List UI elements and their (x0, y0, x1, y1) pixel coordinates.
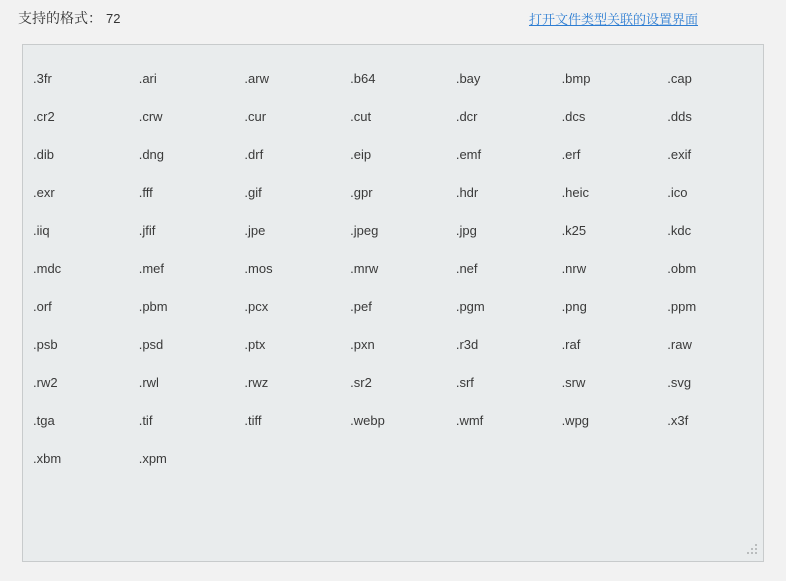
format-item[interactable] (340, 135, 446, 173)
format-item[interactable] (552, 211, 658, 249)
format-label: .rw2 (33, 374, 58, 390)
format-label: .ppm (667, 298, 697, 314)
format-label: .tga (33, 412, 55, 428)
format-item[interactable] (23, 363, 129, 401)
format-label: .dng (138, 146, 165, 162)
format-item[interactable] (129, 363, 235, 401)
format-item[interactable] (446, 401, 552, 439)
format-label: .raf (561, 336, 581, 352)
format-label: .pcx (244, 298, 269, 314)
format-item[interactable] (23, 439, 129, 477)
format-item[interactable] (657, 401, 763, 439)
format-item[interactable] (234, 211, 340, 249)
format-label: .rwl (138, 374, 159, 390)
format-label: .mef (138, 260, 164, 276)
format-label: .tiff (244, 412, 262, 428)
format-label: .orf (33, 298, 52, 314)
format-item[interactable] (657, 211, 763, 249)
format-label: .pef (350, 298, 372, 314)
format-label: .3fr (33, 70, 52, 86)
format-label: .emf (455, 146, 482, 162)
format-label: .sr2 (350, 374, 372, 390)
format-label: .cap (667, 70, 692, 86)
format-label: .xbm (33, 450, 62, 466)
format-item[interactable] (657, 135, 763, 173)
format-item[interactable] (340, 249, 446, 287)
format-item[interactable] (234, 401, 340, 439)
format-item[interactable] (552, 287, 658, 325)
format-item[interactable] (23, 325, 129, 363)
format-label: .bay (455, 70, 481, 86)
format-item[interactable] (340, 173, 446, 211)
format-item[interactable] (23, 135, 129, 173)
format-label: .wpg (561, 412, 590, 428)
format-item[interactable] (552, 401, 658, 439)
format-label: .eip (350, 146, 372, 162)
format-item[interactable] (657, 325, 763, 363)
format-label: .crw (138, 108, 163, 124)
format-label: .pxn (350, 336, 375, 352)
format-label: .xpm (138, 450, 167, 466)
format-item[interactable] (129, 249, 235, 287)
format-item[interactable] (129, 439, 235, 477)
format-item[interactable] (657, 173, 763, 211)
format-item[interactable] (129, 59, 235, 97)
format-item[interactable] (552, 59, 658, 97)
format-item[interactable] (234, 249, 340, 287)
format-item[interactable] (657, 249, 763, 287)
formats-panel (22, 44, 764, 562)
format-label: .gpr (350, 184, 373, 200)
format-label: .jpe (244, 222, 266, 238)
format-item[interactable] (552, 325, 658, 363)
format-label: .psd (138, 336, 164, 352)
format-label: .rwz (244, 374, 269, 390)
formats-grid (23, 45, 763, 477)
format-label: .r3d (455, 336, 479, 352)
format-label: .nef (455, 260, 478, 276)
format-label: .erf (561, 146, 581, 162)
format-item[interactable] (340, 287, 446, 325)
format-item[interactable] (129, 97, 235, 135)
format-item[interactable] (446, 325, 552, 363)
format-label: .dcr (455, 108, 478, 124)
format-item[interactable] (23, 249, 129, 287)
format-item[interactable] (23, 97, 129, 135)
format-item[interactable] (129, 135, 235, 173)
format-label: .fff (138, 184, 153, 200)
format-label: .k25 (561, 222, 587, 238)
format-label: .cur (244, 108, 267, 124)
format-item[interactable] (234, 97, 340, 135)
format-label: .jpg (455, 222, 477, 238)
format-label: .b64 (350, 70, 376, 86)
format-label: .exr (33, 184, 55, 200)
format-label: .srf (455, 374, 474, 390)
format-item[interactable] (234, 363, 340, 401)
format-label: .psb (33, 336, 58, 352)
format-label: .wmf (455, 412, 484, 428)
format-label: .bmp (561, 70, 591, 86)
format-item[interactable] (129, 287, 235, 325)
open-file-association-settings-link[interactable]: 打开文件类型关联的设置界面 (528, 11, 698, 27)
format-label: .hdr (455, 184, 479, 200)
supported-formats-label: 支持的格式： (18, 10, 102, 26)
format-label: .png (561, 298, 587, 314)
format-label: .cr2 (33, 108, 55, 124)
format-item[interactable] (129, 325, 235, 363)
format-label: .cut (350, 108, 372, 124)
format-item[interactable] (340, 325, 446, 363)
supported-formats-count: 72 (106, 11, 121, 26)
format-item[interactable] (446, 135, 552, 173)
format-item[interactable] (446, 59, 552, 97)
format-item[interactable] (234, 173, 340, 211)
format-label: .ptx (244, 336, 266, 352)
format-item[interactable] (340, 59, 446, 97)
window-header (0, 0, 786, 36)
format-label: .obm (667, 260, 697, 276)
format-item[interactable] (657, 287, 763, 325)
format-item[interactable] (234, 325, 340, 363)
format-label: .iiq (33, 222, 50, 238)
format-label: .mdc (33, 260, 62, 276)
format-item[interactable] (234, 287, 340, 325)
format-label: .pgm (455, 298, 485, 314)
format-label: .svg (667, 374, 692, 390)
format-label: .heic (561, 184, 590, 200)
format-item[interactable] (552, 363, 658, 401)
format-item[interactable] (340, 97, 446, 135)
format-item[interactable] (234, 135, 340, 173)
format-label: .srw (561, 374, 586, 390)
format-label: .mrw (350, 260, 379, 276)
formats-count-group (18, 8, 120, 28)
format-label: .jfif (138, 222, 156, 238)
format-label: .ari (138, 70, 157, 86)
format-item[interactable] (657, 363, 763, 401)
format-item[interactable] (552, 249, 658, 287)
format-item[interactable] (23, 401, 129, 439)
format-item[interactable] (23, 59, 129, 97)
format-label: .dcs (561, 108, 586, 124)
format-item[interactable] (23, 211, 129, 249)
format-item[interactable] (446, 211, 552, 249)
resize-grip-icon (745, 544, 759, 558)
format-item[interactable] (23, 173, 129, 211)
format-label: .mos (244, 260, 273, 276)
format-item[interactable] (129, 401, 235, 439)
format-item[interactable] (340, 401, 446, 439)
format-item[interactable] (552, 135, 658, 173)
format-item[interactable] (446, 173, 552, 211)
format-item[interactable] (129, 211, 235, 249)
format-item[interactable] (552, 173, 658, 211)
format-item[interactable] (446, 363, 552, 401)
format-label: .ico (667, 184, 688, 200)
format-label: .gif (244, 184, 262, 200)
format-label: .drf (244, 146, 264, 162)
format-item[interactable] (446, 97, 552, 135)
format-label: .raw (667, 336, 692, 352)
format-label: .arw (244, 70, 269, 86)
format-label: .tif (138, 412, 153, 428)
format-item[interactable] (446, 249, 552, 287)
format-label: .jpeg (350, 222, 379, 238)
format-item[interactable] (657, 59, 763, 97)
format-label: .dib (33, 146, 54, 162)
format-item[interactable] (657, 97, 763, 135)
format-label: .x3f (667, 412, 689, 428)
format-item[interactable] (552, 97, 658, 135)
format-label: .webp (350, 412, 385, 428)
format-label: .pbm (138, 298, 168, 314)
format-item[interactable] (446, 287, 552, 325)
format-item[interactable] (129, 173, 235, 211)
format-item[interactable] (234, 59, 340, 97)
format-item[interactable] (340, 211, 446, 249)
format-item[interactable] (340, 363, 446, 401)
format-label: .dds (667, 108, 692, 124)
format-label: .exif (667, 146, 692, 162)
format-label: .kdc (667, 222, 692, 238)
format-label: .nrw (561, 260, 587, 276)
format-item[interactable] (23, 287, 129, 325)
